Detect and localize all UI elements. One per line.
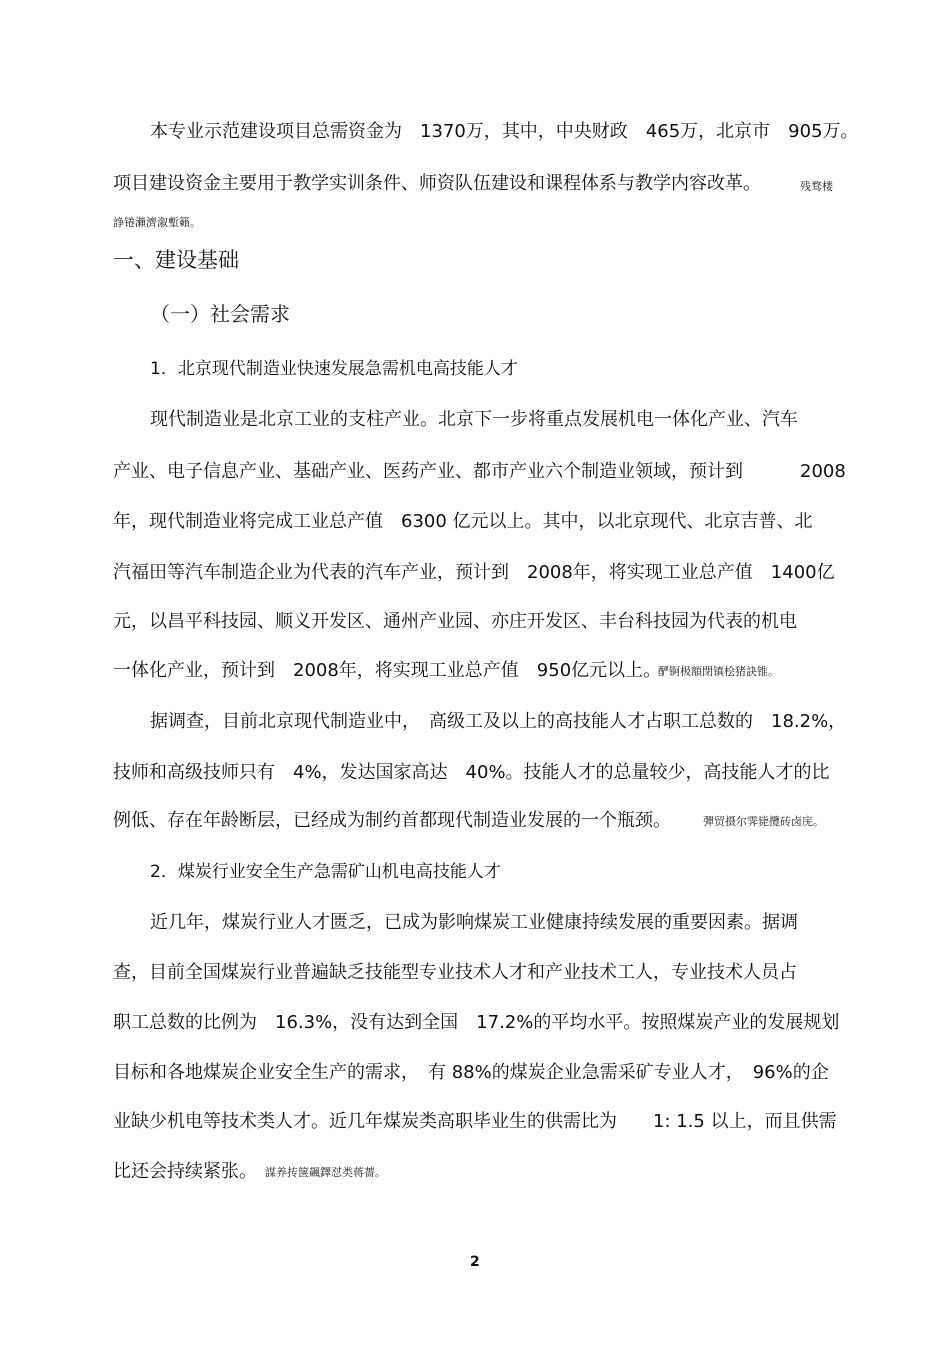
para3-note: 謀养抟箧飆鐸怼类蒋薔。: [265, 1166, 386, 1179]
para3-line-1: 近几年，煤炭行业人才匮乏，已成为影响煤炭工业健康持续发展的重要因素。据调: [150, 912, 798, 933]
intro-note-b: 諍锩瀨濟溆塹籟。: [113, 216, 201, 229]
subsection-heading: （一）社会需求: [150, 302, 290, 326]
para2-line-3: 例低、存在年龄断层，已经成为制约首都现代制造业发展的一个瓶颈。: [113, 810, 671, 831]
para1-line-1: 现代制造业是北京工业的支柱产业。北京下一步将重点发展机电一体化产业、汽车: [150, 409, 798, 430]
para3-line-5: 业缺少机电等技术类人才。近几年煤炭类高职毕业生的供需比为 1: 1.5 以上，而且供需: [113, 1111, 837, 1132]
para3-line-3: 职工总数的比例为 16.3%，没有达到全国 17.2%的平均水平。按照煤炭产业的发展规划: [113, 1012, 840, 1033]
item-heading-2: 2．煤炭行业安全生产急需矿山机电高技能人才: [150, 862, 501, 882]
item-heading-1: 1．北京现代制造业快速发展急需机电高技能人才: [150, 359, 518, 379]
para1-line-6: 一体化产业，预计到 2008年，将实现工业总产值 950亿元以上。: [113, 660, 662, 681]
para1-line-4: 汽福田等汽车制造企业为代表的汽车产业，预计到 2008年，将实现工业总产值 1400亿: [113, 562, 835, 583]
para1-line-2-year: 2008: [800, 461, 846, 482]
para3-line-6: 比还会持续紧张。: [113, 1161, 257, 1182]
para1-line-2: 产业、电子信息产业、基础产业、医药产业、都市产业六个制造业领域，预计到: [113, 461, 743, 482]
para3-line-4: 目标和各地煤炭企业安全生产的需求， 有 88%的煤炭企业急需采矿专业人才， 96%的企: [113, 1062, 829, 1083]
para2-line-1: 据调查，目前北京现代制造业中， 高级工及以上的高技能人才占职工总数的 18.2%，: [150, 711, 847, 732]
para3-line-2: 查，目前全国煤炭行业普遍缺乏技能型专业技术人才和产业技术工人，专业技术人员占: [113, 962, 797, 983]
para1-line-5: 元，以昌平科技园、顺义开发区、通州产业园、亦庄开发区、丰台科技园为代表的机电: [113, 611, 797, 632]
intro-note-a: 残骛楼: [800, 180, 833, 193]
para2-line-2: 技师和高级技师只有 4%，发达国家高达 40%。技能人才的总量较少，高技能人才的比: [113, 762, 830, 783]
page-number: 2: [470, 1254, 480, 1270]
para1-line-3: 年，现代制造业将完成工业总产值 6300 亿元以上。其中，以北京现代、北京吉普、北: [113, 511, 813, 532]
intro-line-1: 本专业示范建设项目总需资金为 1370万，其中，中央财政 465万，北京市 905万。: [150, 121, 859, 142]
section-heading: 一、建设基础: [113, 248, 239, 272]
para1-note: 酽锕极額閉镇桧猪訣锥。: [658, 665, 779, 678]
intro-line-2: 项目建设资金主要用于教学实训条件、师资队伍建设和课程体系与教学内容改革。: [113, 173, 761, 194]
para2-note: 彈贸摄尔霁毙攬砖卤庑。: [703, 815, 824, 828]
